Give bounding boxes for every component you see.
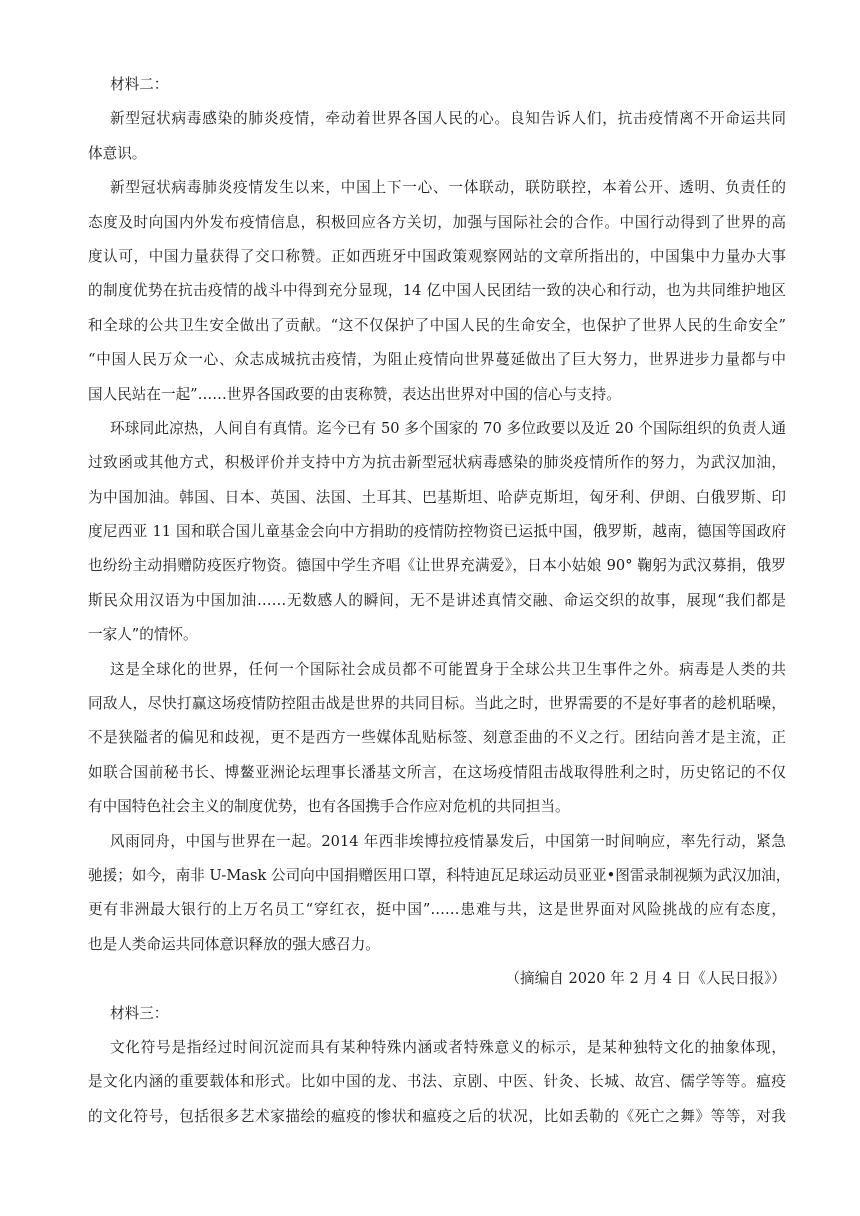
document-body bbox=[88, 68, 791, 1134]
paragraph-line: 和全球的公共卫生安全做出了贡献。“这不仅保护了中国人民的生命安全，也保护了世界人民的生命安全” bbox=[88, 316, 786, 334]
paragraph-line: 有中国特色社会主义的制度优势，也有各国携手合作应对危机的共同担当。 bbox=[88, 798, 570, 816]
paragraph-line: 这是全球化的世界，任何一个国际社会成员都不可能置身于全球公共卫生事件之外。病毒是人类的共 bbox=[110, 660, 786, 678]
paragraph-line: 文化符号是指经过时间沉淀而具有某种特殊内涵或者特殊意义的标示，是某种独特文化的抽象体现， bbox=[110, 1038, 786, 1056]
paragraph-line: 如联合国前秘书长、博鳌亚洲论坛理事长潘基文所言，在这场疫情阻击战取得胜利之时，历史铭记的不仅 bbox=[88, 763, 786, 781]
paragraph-line: 态度及时向国内外发布疫情信息，积极回应各方关切，加强与国际社会的合作。中国行动得到了世界的高 bbox=[88, 213, 786, 231]
paragraph-line: 过致函或其他方式，积极评价并支持中方为抗击新型冠状病毒感染的肺炎疫情所作的努力，为武汉加油， bbox=[88, 454, 786, 472]
paragraph-line: 的文化符号，包括很多艺术家描绘的瘟疫的惨状和瘟疫之后的状况，比如丢勒的《死亡之舞》等等，对我 bbox=[88, 1107, 786, 1125]
paragraph-line: 不是狭隘者的偏见和歧视，更不是西方一些媒体乱贴标签、刻意歪曲的不义之行。团结向善才是主流，正 bbox=[88, 729, 786, 747]
paragraph-line: 同敌人，尽快打赢这场疫情防控阻击战是世界的共同目标。当此之时，世界需要的不是好事者的趁机聒噪， bbox=[88, 695, 786, 713]
paragraph-line: 度尼西亚 11 国和联合国儿童基金会向中方捐助的疫情防控物资已运抵中国，俄罗斯，越南，德国等国政府 bbox=[88, 523, 786, 541]
material-three-heading: 材料三： bbox=[110, 1004, 169, 1022]
paragraph-line: 环球同此凉热，人间自有真情。迄今已有 50 多个国家的 70 多位政要以及近 20 个国际组织的负责人通 bbox=[110, 419, 786, 437]
paragraph-line: 度认可，中国力量获得了交口称赞。正如西班牙中国政策观察网站的文章所指出的，中国集中力量办大事 bbox=[88, 247, 786, 265]
paragraph-line: 国人民站在一起”……世界各国政要的由衷称赞，表达出世界对中国的信心与支持。 bbox=[88, 385, 621, 403]
paragraph-line: 风雨同舟，中国与世界在一起。2014 年西非埃博拉疫情暴发后，中国第一时间响应，率先行动，紧急 bbox=[110, 832, 786, 850]
paragraph-line: 也是人类命运共同体意识释放的强大感召力。 bbox=[88, 935, 380, 953]
source-citation: （摘编自 2020 年 2 月 4 日《人民日报》） bbox=[505, 970, 786, 988]
paragraph-line: 新型冠状病毒感染的肺炎疫情，牵动着世界各国人民的心。良知告诉人们，抗击疫情离不开命运共同 bbox=[110, 110, 786, 128]
paragraph-line: 驰援；如今，南非 U-Mask 公司向中国捐赠医用口罩，科特迪瓦足球运动员亚亚•图雷录制视频为武汉加油， bbox=[88, 866, 791, 884]
paragraph-line: “中国人民万众一心、众志成城抗击疫情，为阻止疫情向世界蔓延做出了巨大努力，世界进步力量都与中 bbox=[88, 351, 786, 369]
paragraph-line: 一家人”的情怀。 bbox=[88, 626, 198, 644]
paragraph-line: 新型冠状病毒肺炎疫情发生以来，中国上下一心、一体联动，联防联控，本着公开、透明、负责任的 bbox=[110, 179, 786, 197]
paragraph-line: 也纷纷主动捐赠防疫医疗物资。德国中学生齐唱《让世界充满爱》，日本小姑娘 90° 鞠躬为武汉募捐，俄罗 bbox=[88, 557, 786, 575]
paragraph-line: 是文化内涵的重要载体和形式。比如中国的龙、书法、京剧、中医、针灸、长城、故宫、儒学等等。瘟疫 bbox=[88, 1073, 786, 1091]
paragraph-line: 为中国加油。韩国、日本、英国、法国、土耳其、巴基斯坦、哈萨克斯坦，匈牙利、伊朗、白俄罗斯、印 bbox=[88, 488, 786, 506]
paragraph-line: 斯民众用汉语为中国加油……无数感人的瞬间，无不是讲述真情交融、命运交织的故事，展现“我们都是 bbox=[88, 591, 786, 609]
paragraph-line: 更有非洲最大银行的上万名员工“穿红衣，挺中国”……患难与共，这是世界面对风险挑战的应有态度， bbox=[88, 901, 786, 919]
paragraph-line: 体意识。 bbox=[88, 144, 147, 162]
paragraph-line: 的制度优势在抗击疫情的战斗中得到充分显现，14 亿中国人民团结一致的决心和行动，也为共同维护地区 bbox=[88, 282, 786, 300]
material-two-heading: 材料二： bbox=[110, 76, 169, 93]
